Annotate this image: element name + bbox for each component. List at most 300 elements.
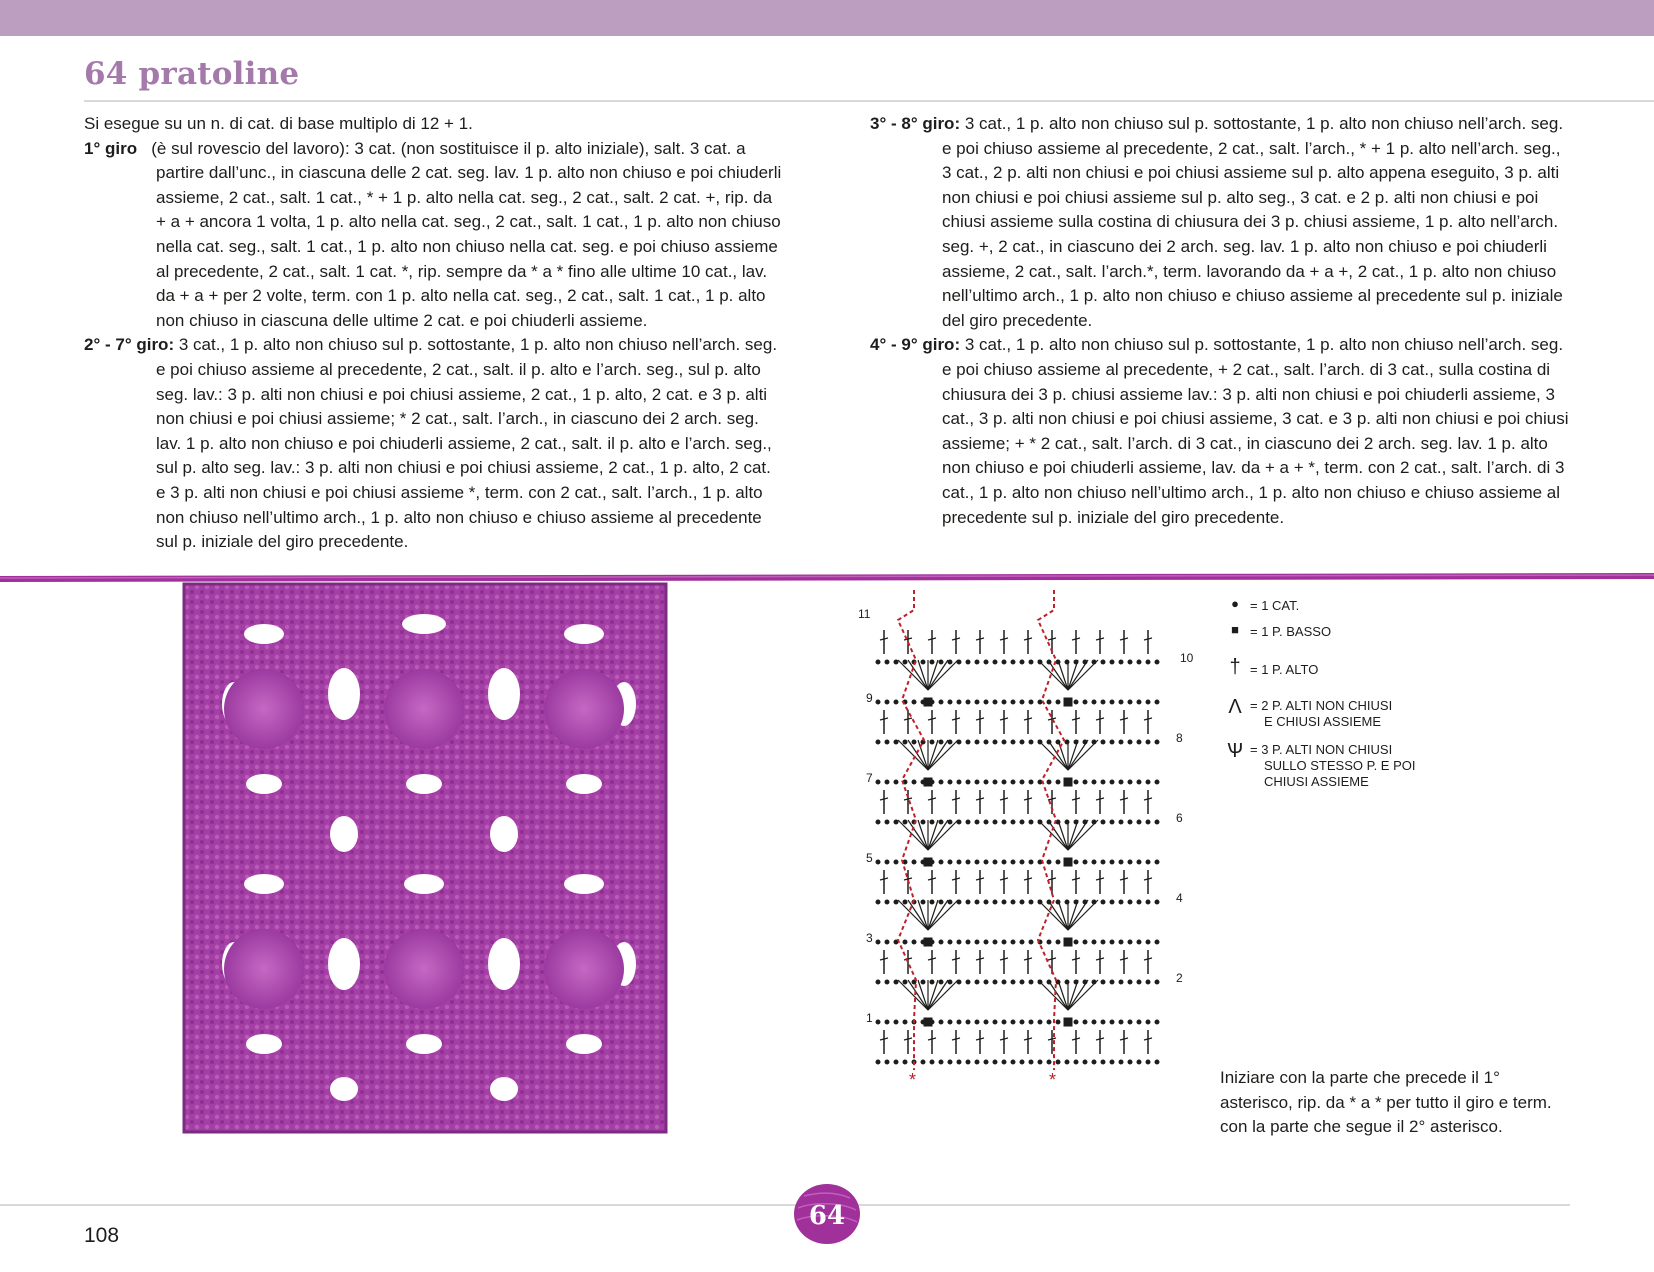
chain-dot [993, 740, 997, 744]
chain-dot [1146, 740, 1150, 744]
top-color-bar [0, 0, 1654, 36]
chain-dot [975, 940, 979, 944]
chain-dot [957, 700, 961, 704]
chain-dot [1137, 700, 1141, 704]
chain-dot [1092, 740, 1096, 744]
chain-dot [1101, 940, 1105, 944]
square-icon: ■ [1231, 622, 1239, 637]
chain-dot [894, 740, 898, 744]
chain-dot [885, 940, 889, 944]
chain-dot [1074, 700, 1078, 704]
single-crochet-mark [1064, 1018, 1072, 1026]
chain-dot [948, 740, 952, 744]
chain-dot [1029, 900, 1033, 904]
round-1-text: (è sul rovescio del lavoro): 3 cat. (non sostituisce il p. alto iniziale), salt. 3 cat. a partire dall’unc., in ciascuna delle 2 cat. seg. lav. 1 p. alto non chiuso e poi chiuderli assieme, 2 cat., salt. 1 cat., * + 1 p. alto nella cat. seg., 2 cat., salt. 2 cat. +, rip. da + a + ancora 1 volta, 1 p. alto nella cat. seg., 2 cat., salt. 1 cat., 1 p. alto non chiuso nella cat. seg., salt. 1 cat., 1 p. alto non chiuso nella cat. seg. e poi chiuso assieme al precedente, 2 cat., salt. 1 cat. *, rip. sempre da * a * fino alle ultime 10 cat., lav. da + a + per 2 volte, term. con 1 p. alto nella cat. seg., 2 cat., salt. 1 cat., 1 p. alto non chiuso in ciascuna delle ultime 2 cat. e poi chiuderli assieme. [151, 138, 782, 330]
chain-dot [894, 820, 898, 824]
chain-dot [1056, 1020, 1060, 1024]
chain-dot [1056, 940, 1060, 944]
cluster-petal [928, 740, 948, 770]
chain-dot [903, 1060, 907, 1064]
chain-dot [1092, 780, 1096, 784]
chain-dot [876, 660, 880, 664]
pattern-number-badge [792, 1182, 862, 1246]
chain-dot [966, 980, 970, 984]
chain-dot [903, 820, 907, 824]
chain-dot [1083, 1060, 1087, 1064]
chain-dot [966, 820, 970, 824]
chain-dot [1047, 1060, 1051, 1064]
chain-dot [957, 660, 961, 664]
chain-dot [975, 740, 979, 744]
chain-dot [1047, 820, 1051, 824]
chain-dot [1083, 940, 1087, 944]
chain-dot [1029, 860, 1033, 864]
chain-dot [1137, 1060, 1141, 1064]
chain-dot [1146, 940, 1150, 944]
chain-dot [876, 860, 880, 864]
chain-dot [993, 660, 997, 664]
chain-dot [1065, 980, 1069, 984]
chain-dot [1101, 860, 1105, 864]
chain-dot [975, 820, 979, 824]
chain-dot [912, 700, 916, 704]
chain-dot [1029, 660, 1033, 664]
chain-dot [1020, 860, 1024, 864]
row-label-8: 8 [1176, 731, 1183, 745]
chain-dot [939, 940, 943, 944]
chain-dot [1029, 1060, 1033, 1064]
chain-dot [1146, 660, 1150, 664]
round-3-8-text: 3 cat., 1 p. alto non chiuso sul p. sottostante, 1 p. alto non chiuso nell’arch. seg. e poi chiuso assieme al precedente, 2 cat., salt. l’arch., * + 1 p. alto nell’arch. seg., 3 cat., 2 p. alti non chiusi e poi chiusi assieme sul p. alto appena eseguito, 3 p. alti non chiusi e poi chiusi assieme sul p. alto seg., 3 cat. e 2 p. alti non chiusi e poi chiusi assieme sulla costina di chiusura dei 3 p. chiusi assieme, 1 p. alto nell’arch. seg. +, 2 cat., in ciascuno dei 2 arch. seg. lav. 1 p. alto non chiuso e poi chiuderli assieme, 2 cat., salt. l’arch.*, term. lavorando da + a +, 2 cat., 1 p. alto non chiuso nell’ultimo arch., 1 p. alto non chiuso e chiuso assieme al precedente sul p. iniziale del giro precedente. [942, 114, 1564, 330]
chain-dot [975, 900, 979, 904]
single-crochet-mark [1064, 938, 1072, 946]
chain-dot [1011, 700, 1015, 704]
chain-dot [885, 980, 889, 984]
chain-dot [948, 940, 952, 944]
chain-dot [1047, 780, 1051, 784]
single-crochet-mark [1064, 698, 1072, 706]
page-number: 108 [84, 1224, 120, 1247]
chain-dot [957, 1060, 961, 1064]
chain-dot [939, 780, 943, 784]
single-crochet-mark [924, 1018, 932, 1026]
chain-dot [894, 900, 898, 904]
chain-dot [1056, 780, 1060, 784]
chain-dot [993, 1060, 997, 1064]
chain-dot [939, 900, 943, 904]
chain-dot [1119, 1060, 1123, 1064]
chain-dot [930, 900, 934, 904]
chain-dot [966, 1060, 970, 1064]
chain-dot [1011, 940, 1015, 944]
chain-dot [1092, 820, 1096, 824]
chain-dot [1083, 980, 1087, 984]
chain-dot [1119, 860, 1123, 864]
chain-dot [1020, 780, 1024, 784]
chain-dot [1029, 980, 1033, 984]
chain-dot [912, 740, 916, 744]
chain-dot [1038, 660, 1042, 664]
chain-dot [966, 700, 970, 704]
chain-dot [993, 700, 997, 704]
single-crochet-mark [1064, 858, 1072, 866]
chain-dot [1119, 940, 1123, 944]
chain-dot [939, 860, 943, 864]
chain-dot [1101, 820, 1105, 824]
chain-dot [1083, 1020, 1087, 1024]
chain-dot [1011, 740, 1015, 744]
chain-dot [939, 660, 943, 664]
chain-dot [1020, 940, 1024, 944]
chain-dot [1065, 1060, 1069, 1064]
chain-dot [1074, 940, 1078, 944]
chain-dot [1020, 1020, 1024, 1024]
chain-dot [1083, 660, 1087, 664]
chain-dot [1101, 700, 1105, 704]
chain-dot [1092, 860, 1096, 864]
chain-dot [1110, 660, 1114, 664]
title-divider [84, 100, 1654, 102]
chain-dot [948, 1060, 952, 1064]
chain-dot [1074, 860, 1078, 864]
chain-dot [1110, 980, 1114, 984]
chain-dot [966, 900, 970, 904]
row-label-7: 7 [866, 771, 873, 785]
chain-dot [1137, 900, 1141, 904]
round-4-9-label: 4° - 9° giro: [870, 335, 961, 355]
chain-dot [1056, 740, 1060, 744]
chain-dot [948, 860, 952, 864]
chain-dot [1002, 1060, 1006, 1064]
chain-dot [1092, 700, 1096, 704]
chain-dot [966, 940, 970, 944]
chain-dot [939, 980, 943, 984]
chain-dot [1038, 820, 1042, 824]
chain-dot [975, 1060, 979, 1064]
chain-dot [1092, 1020, 1096, 1024]
chain-dot [1128, 660, 1132, 664]
chain-dot [1074, 820, 1078, 824]
chain-dot [1038, 1020, 1042, 1024]
chain-dot [1002, 660, 1006, 664]
instructions-left [84, 112, 784, 555]
chain-dot [1038, 740, 1042, 744]
chain-dot [939, 820, 943, 824]
chain-dot [957, 940, 961, 944]
chain-dot [1128, 820, 1132, 824]
chain-dot [1002, 820, 1006, 824]
chain-dot [1119, 980, 1123, 984]
chain-dot [1101, 900, 1105, 904]
chain-dot [1110, 820, 1114, 824]
round-2-7-text: 3 cat., 1 p. alto non chiuso sul p. sottostante, 1 p. alto non chiuso nell’arch. seg. e poi chiuso assieme al precedente, 2 cat., salt. il p. alto e l’arch. seg., sul p. alto seg. lav.: 3 p. alti non chiusi e poi chiusi assieme, 2 cat., 1 p. alto, 2 cat. e 3 p. alti non chiusi e poi chiusi assieme; * 2 cat., salt. l’arch., in ciascuno dei 2 arch. seg. lav. 1 p. alto non chiuso e poi chiuderli assieme, 2 cat., salt. il p. alto e l’arch. seg., sul p. alto seg. lav.: 3 p. alti non chiusi e poi chiusi assieme, 2 cat., 1 p. alto, 2 cat. e 3 p. alti non chiusi e poi chiusi assieme *, term. con 2 cat., salt. l’arch., 1 p. alto non chiuso nell’ultimo arch., 1 p. alto non chiuso e chiuso assieme al precedente sul p. iniziale del giro precedente. [156, 335, 778, 552]
chain-dot [1119, 820, 1123, 824]
chain-dot [957, 980, 961, 984]
chain-dot [993, 1020, 997, 1024]
chain-dot [984, 860, 988, 864]
chain-dot [1020, 1060, 1024, 1064]
chain-dot [921, 820, 925, 824]
chain-dot [1002, 700, 1006, 704]
chain-dot [1074, 1020, 1078, 1024]
single-crochet-mark [924, 698, 932, 706]
chain-dot [921, 900, 925, 904]
chain-dot [921, 980, 925, 984]
chain-dot [1146, 980, 1150, 984]
chain-dot [885, 780, 889, 784]
chain-dot [1101, 660, 1105, 664]
chain-dot [1092, 980, 1096, 984]
chain-dot [876, 780, 880, 784]
chain-dot [984, 780, 988, 784]
chain-dot [885, 1020, 889, 1024]
chain-dot [1110, 900, 1114, 904]
chain-dot [1020, 700, 1024, 704]
chain-dot [957, 740, 961, 744]
chain-dot [1047, 700, 1051, 704]
chain-dot [1146, 900, 1150, 904]
chain-dot [957, 860, 961, 864]
chain-dot [1128, 980, 1132, 984]
chain-dot [966, 1020, 970, 1024]
chain-dot [1065, 740, 1069, 744]
chain-dot [1038, 780, 1042, 784]
chain-dot [1065, 900, 1069, 904]
chain-dot [1056, 1060, 1060, 1064]
chain-dot [1155, 700, 1159, 704]
chain-dot [957, 1020, 961, 1024]
chain-dot [885, 1060, 889, 1064]
chain-dot [966, 740, 970, 744]
chain-dot [1092, 900, 1096, 904]
chain-dot [957, 900, 961, 904]
chain-dot [984, 900, 988, 904]
chain-dot [1137, 1020, 1141, 1024]
cluster-petal [908, 900, 928, 930]
chain-dot [1038, 900, 1042, 904]
chain-dot [903, 900, 907, 904]
chain-dot [1074, 1060, 1078, 1064]
chain-dot [1029, 1020, 1033, 1024]
chain-dot [1146, 700, 1150, 704]
row-label-10: 10 [1180, 651, 1194, 665]
chain-dot [1056, 900, 1060, 904]
chain-dot [1038, 980, 1042, 984]
chain-dot [1101, 980, 1105, 984]
chain-dot [1146, 780, 1150, 784]
row-label-11: 11 [858, 607, 871, 621]
chain-dot [1056, 860, 1060, 864]
row-label-5: 5 [866, 851, 873, 865]
chain-dot [894, 980, 898, 984]
chain-dot [966, 660, 970, 664]
chain-dot [957, 780, 961, 784]
chain-dot [1137, 940, 1141, 944]
chain-dot [1146, 1020, 1150, 1024]
chain-dot [1155, 1020, 1159, 1024]
chain-dot [984, 1020, 988, 1024]
round-4-9-text: 3 cat., 1 p. alto non chiuso sul p. sottostante, 1 p. alto non chiuso nell’arch. seg. e poi chiuso assieme al precedente, + 2 cat., salt. l’arch. di 3 cat., sulla costina di chiusura dei 3 p. chiusi assieme lav.: 3 p. alti non chiusi e poi chiuderli assieme, 3 cat., 3 p. alti non chiusi e poi chiusi assieme, 3 cat. e 3 p. alti non chiusi e poi chiusi assieme; + * 2 cat., salt. l’arch. di 3 cat., in ciascuno dei 2 arch. seg. lav. 1 p. alto non chiuso e poi chiuderli assieme, lav. da + a + *, term. con 2 cat., salt. l’arch. di 3 cat., 1 p. alto non chiuso nell’ultimo arch., 1 p. alto non chiuso e chiuso assieme al precedente sul p. iniziale del giro precedente. [942, 335, 1569, 527]
badge-number: 64 [808, 1201, 846, 1231]
chain-dot [1155, 660, 1159, 664]
chain-dot [1083, 900, 1087, 904]
chain-dot [939, 1020, 943, 1024]
chain-dot [1011, 820, 1015, 824]
chain-dot [1029, 820, 1033, 824]
three-together-icon: Ѱ [1227, 740, 1243, 762]
chain-dot [1137, 860, 1141, 864]
asterisk-1: * [909, 1070, 917, 1090]
chain-dot [903, 660, 907, 664]
single-crochet-mark [924, 858, 932, 866]
row-label-2: 2 [1176, 971, 1183, 985]
chain-dot [1002, 980, 1006, 984]
instructions-right [870, 112, 1570, 530]
chain-dot [903, 980, 907, 984]
chain-dot [1047, 860, 1051, 864]
chain-dot [1029, 740, 1033, 744]
cluster-petal [928, 820, 948, 850]
chain-dot [930, 980, 934, 984]
chain-dot [1020, 820, 1024, 824]
chain-dot [894, 780, 898, 784]
cluster-petal [928, 660, 948, 690]
single-crochet-mark [924, 778, 932, 786]
chain-dot [1011, 1020, 1015, 1024]
chain-dot [984, 940, 988, 944]
chain-dot [1011, 860, 1015, 864]
chain-dot [885, 860, 889, 864]
asterisk-2: * [1049, 1070, 1057, 1090]
chain-dot [966, 780, 970, 784]
chain-dot [1047, 980, 1051, 984]
chain-dot [1011, 980, 1015, 984]
chain-dot [1137, 740, 1141, 744]
chain-dot [1146, 820, 1150, 824]
chain-dot [1092, 660, 1096, 664]
chain-dot [1047, 1020, 1051, 1024]
chain-dot [975, 660, 979, 664]
chain-dot [1083, 820, 1087, 824]
single-crochet-mark [1064, 778, 1072, 786]
chain-dot [1119, 780, 1123, 784]
cluster-petal [928, 900, 948, 930]
single-crochet-mark [924, 938, 932, 946]
chain-dot [993, 900, 997, 904]
chain-dot [948, 900, 952, 904]
chain-dot [1020, 980, 1024, 984]
chain-dot [993, 860, 997, 864]
chain-dot [903, 740, 907, 744]
chain-dot [993, 980, 997, 984]
chain-dot [975, 700, 979, 704]
chain-dot [1101, 780, 1105, 784]
chain-dot [948, 1020, 952, 1024]
chain-dot [876, 940, 880, 944]
chain-dot [984, 980, 988, 984]
chain-dot [1101, 740, 1105, 744]
chain-dot [1083, 860, 1087, 864]
chain-dot [1128, 900, 1132, 904]
chain-dot [1110, 1060, 1114, 1064]
chain-dot [1155, 820, 1159, 824]
chain-dot [876, 740, 880, 744]
chain-dot [1137, 820, 1141, 824]
round-3-8-label: 3° - 8° giro: [870, 114, 961, 133]
chain-dot [876, 980, 880, 984]
chain-dot [1110, 780, 1114, 784]
dot-icon: ● [1231, 596, 1239, 611]
chain-dot [1155, 860, 1159, 864]
chain-dot [912, 940, 916, 944]
chain-dot [930, 1060, 934, 1064]
chain-dot [876, 820, 880, 824]
chain-dot [939, 700, 943, 704]
chain-dot [1128, 780, 1132, 784]
chain-dot [1146, 860, 1150, 864]
chain-dot [1011, 780, 1015, 784]
chain-dot [948, 980, 952, 984]
chain-dot [885, 820, 889, 824]
chain-dot [1155, 1060, 1159, 1064]
chain-dot [1137, 780, 1141, 784]
chain-dot [894, 1060, 898, 1064]
chain-dot [984, 740, 988, 744]
chain-dot [876, 1060, 880, 1064]
chain-dot [1074, 900, 1078, 904]
chain-dot [1002, 900, 1006, 904]
chain-dot [948, 700, 952, 704]
chain-dot [1029, 780, 1033, 784]
chain-dot [975, 780, 979, 784]
chain-dot [894, 700, 898, 704]
chain-dot [975, 860, 979, 864]
chain-dot [1137, 660, 1141, 664]
chain-dot [957, 820, 961, 824]
chain-dot [930, 660, 934, 664]
chain-dot [1092, 940, 1096, 944]
chain-dot [1002, 780, 1006, 784]
chain-dot [1002, 940, 1006, 944]
page-title: 64 pratoline [84, 56, 300, 92]
chain-dot [1155, 740, 1159, 744]
row-label-4: 4 [1176, 891, 1183, 905]
chain-dot [876, 1020, 880, 1024]
chain-dot [1029, 700, 1033, 704]
two-together-icon: Λ [1228, 696, 1242, 718]
chain-dot [948, 660, 952, 664]
chain-dot [984, 660, 988, 664]
cluster-petal [908, 980, 928, 1010]
chain-dot [876, 700, 880, 704]
chain-dot [1101, 1060, 1105, 1064]
chain-dot [1083, 700, 1087, 704]
chain-dot [939, 740, 943, 744]
chain-dot [903, 940, 907, 944]
chain-dot [1029, 940, 1033, 944]
chain-dot [1074, 980, 1078, 984]
chain-dot [1119, 740, 1123, 744]
chain-dot [1119, 1020, 1123, 1024]
chain-dot [1128, 1060, 1132, 1064]
row-label-9: 9 [866, 691, 873, 705]
chain-dot [1074, 740, 1078, 744]
chain-dot [1020, 660, 1024, 664]
chain-dot [876, 900, 880, 904]
chain-dot [1047, 660, 1051, 664]
chain-dot [1020, 740, 1024, 744]
yarn-strand [0, 572, 1654, 582]
